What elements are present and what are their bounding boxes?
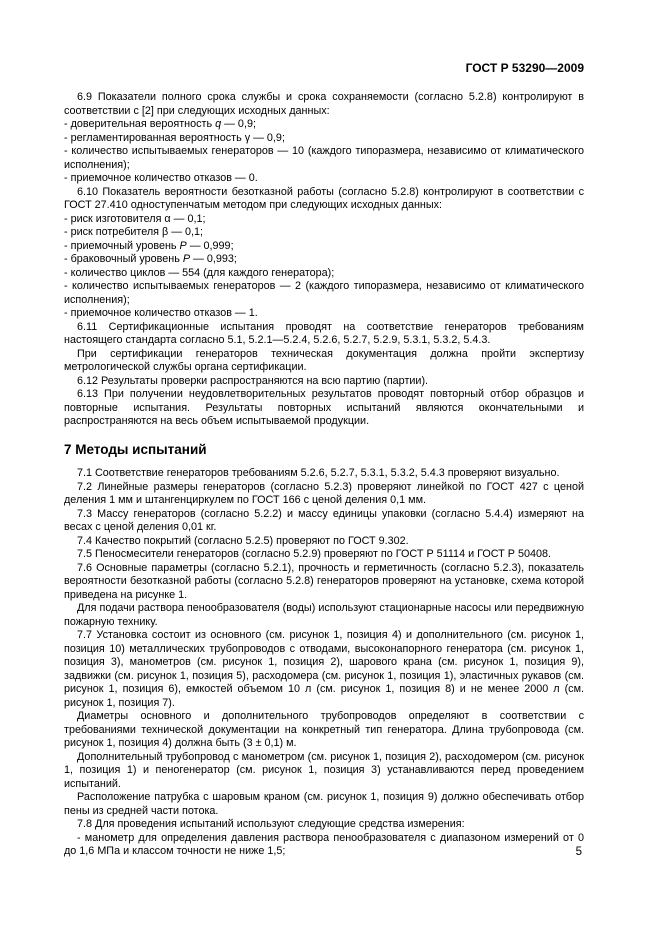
paragraph: 6.10 Показатель вероятности безотказной работы (согласно 5.2.8) контролируют в соответствии с ГОСТ 27.410 одноступенчатым методом при следующих исходных данных:: [64, 185, 584, 211]
paragraph: Дополнительный трубопровод с манометром (см. рисунок 1, позиция 2), расходомером (см. рисунок 1, позиция 1) и пеногенератор (см. рисунок 1, позиция 3) устанавливаются перед проведением испытаний.: [64, 750, 584, 790]
section-7-paragraphs: [64, 467, 584, 859]
paragraph: 6.13 При получении неудовлетворительных результатов проводят повторный отбор образцов и повторные испытания. Результаты повторных испытаний являются окончательными и распространяются на весь объем испытываемой продукции.: [64, 388, 584, 427]
paragraph: 6.9 Показатели полного срока службы и срока сохраняемости (согласно 5.2.8) контролируют в соответствии с [2] при следующих исходных данных:: [64, 91, 584, 117]
paragraph: При сертификации генераторов техническая документация должна пройти экспертизу метрологической службы органа сертификации.: [64, 347, 584, 373]
paragraph: 7.8 Для проведения испытаний используют следующие средства измерения:: [77, 818, 465, 830]
paragraph: 6.12 Результаты проверки распространяются на всю партию (партии).: [77, 374, 429, 387]
paragraph: Диаметры основного и дополнительного трубопроводов определяют в соответствии с требованиями технической документации на конкретный тип генератора. Длина трубопровода (см. рисунок 1, позиция 4) должна быть (3 ± 0,1) м.: [64, 710, 584, 749]
paragraph: - приемочное количество отказов — 0.: [64, 172, 258, 184]
section-7-heading: 7 Методы испытаний: [64, 442, 207, 457]
paragraph: Для подачи раствора пенообразователя (воды) используют стационарные насосы или передвижную пожарную технику.: [64, 602, 584, 628]
paragraph: 7.4 Качество покрытий (согласно 5.2.5) проверяют по ГОСТ 9.302.: [77, 534, 409, 547]
paragraph: Расположение патрубка с шаровым краном (см. рисунок 1, позиция 9) должно обеспечивать отбор пены из средней части потока.: [64, 791, 584, 817]
paragraph: 7.2 Линейные размеры генераторов (согласно 5.2.3) проверяют линейкой по ГОСТ 427 с ценой деления 1 мм и штангенциркулем по ГОСТ 166 с ценой деления 0,1 мм.: [64, 480, 584, 506]
paragraph: 7.3 Массу генераторов (согласно 5.2.2) и массу единицы упаковки (согласно 5.4.4) измеряют на весах с ценой деления 0,01 кг.: [64, 507, 584, 533]
paragraph: 7.7 Установка состоит из основного (см. рисунок 1, позиция 4) и дополнительного (см. рисунок 1, позиция 10) металлических трубопроводов с отводами, высоконапорного генератора (см. рисунок 1, позиция 3), манометров (см. рисунок 1, позиция 2), шарового крана (см. рисунок 1, позиция 9), задвижки (см. рисунок 1, позиция 5), расходомера (см. рисунок 1, позиция 1), эластичных рукавов (см. рисунок 1, позиция 6), емкостей объемом 10 л (см. рисунок 1, позиция 8) и не менее 2000 л (см. рисунок 1, позиция 7).: [64, 629, 584, 709]
page-number: 5: [575, 846, 582, 858]
paragraph: - браковочный уровень P — 0,993;: [64, 253, 237, 265]
paragraph: 7.1 Соответствие генераторов требованиям 5.2.6, 5.2.7, 5.3.1, 5.3.2, 5.4.3 проверяют визуально.: [77, 467, 560, 479]
paragraph: - количество испытываемых генераторов — 2 (каждого типоразмера, независимо от климатического исполнения);: [64, 280, 584, 306]
paragraph: - количество циклов — 554 (для каждого генератора);: [64, 266, 335, 279]
paragraph: - регламентированная вероятность γ — 0,9;: [64, 131, 285, 144]
paragraph: - доверительная вероятность q — 0,9;: [64, 118, 256, 130]
section-6-paragraphs: [64, 91, 584, 429]
paragraph: - манометр для определения давления раствора пенообразователя с диапазоном измерений от 0 до 1,6 МПа и классом точности не ниже 1,5;: [64, 831, 584, 857]
paragraph: - количество испытываемых генераторов — 10 (каждого типоразмера, независимо от климатического исполнения);: [64, 145, 584, 171]
paragraph: 7.6 Основные параметры (согласно 5.2.1), прочность и герметичность (согласно 5.2.3), показатель вероятности безотказной работы (согласно 5.2.8) генераторов проверяют на установке, схема которой приведена на рисунке 1.: [64, 561, 584, 601]
paragraph: - приемочный уровень P — 0,999;: [64, 239, 234, 252]
paragraph: - приемочное количество отказов — 1.: [64, 307, 258, 319]
document-code-header: ГОСТ Р 53290—2009: [465, 61, 584, 75]
paragraph: - риск изготовителя α — 0,1;: [64, 212, 206, 225]
paragraph: 7.5 Пеносмесители генераторов (согласно 5.2.9) проверяют по ГОСТ Р 51114 и ГОСТ Р 50408.: [77, 548, 551, 560]
paragraph: - риск потребителя β — 0,1;: [64, 226, 204, 238]
paragraph: 6.11 Сертификационные испытания проводят на соответствие генераторов требованиям настоящего стандарта согласно 5.1, 5.2.1—5.2.4, 5.2.6, 5.2.7, 5.2.9, 5.3.1, 5.3.2, 5.4.3.: [64, 320, 584, 346]
